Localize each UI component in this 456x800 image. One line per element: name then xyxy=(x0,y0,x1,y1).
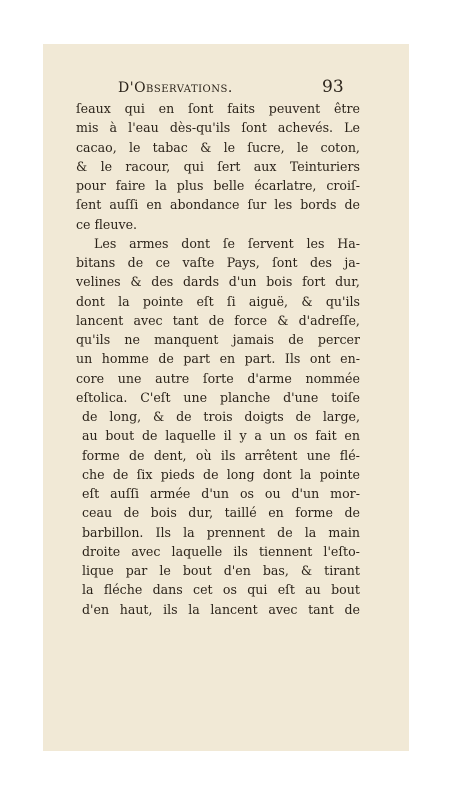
text-line: qu'ils ne manquent jamais de percer xyxy=(76,332,360,347)
text-line: d'en haut, ils la lancent avec tant de xyxy=(82,601,360,617)
page-number: 93 xyxy=(322,77,344,97)
running-title xyxy=(118,80,348,96)
text-line: core une autre ſorte d'arme nommée xyxy=(76,370,360,386)
text-line: de long, & de trois doigts de large, xyxy=(82,409,360,424)
text-line: velines & des dards d'un bois fort dur, xyxy=(76,274,360,290)
text-line: Les armes dont ſe ſervent les Ha- xyxy=(94,235,360,251)
text-line: ſeaux qui en ſont faits peuvent être xyxy=(76,101,360,116)
text-line: ceau de bois dur, taillé en forme de xyxy=(82,505,360,521)
text-line: mis à l'eau dès-qu'ils ſont achevés. Le xyxy=(76,120,360,136)
text-line: eſt auſſi armée d'un os ou d'un mor- xyxy=(82,486,360,501)
text-line: barbillon. Ils la prennent de la main xyxy=(82,524,360,540)
text-line: bitans de ce vaſte Pays, ſont des ja- xyxy=(76,255,360,270)
text-line: & le racour, qui ſert aux Teinturiers xyxy=(76,158,360,174)
text-line: eſtolica. C'eſt une planche d'une toiſe xyxy=(76,389,360,405)
text-line: dont la pointe eſt ſi aiguë, & qu'ils xyxy=(76,293,360,309)
text-line: droite avec laquelle ils tiennent l'eſto- xyxy=(82,543,360,559)
text-line: lique par le bout d'en bas, & tirant xyxy=(82,563,360,578)
text-line: la fléche dans cet os qui eſt au bout xyxy=(82,582,360,598)
text-line: au bout de laquelle il y a un os fait en xyxy=(82,428,360,444)
text-line: forme de dent, où ils arrêtent une flé- xyxy=(82,447,360,463)
body-text xyxy=(76,99,360,619)
running-title-text: D'Observations. xyxy=(118,80,233,96)
text-line: pour faire la plus belle écarlatre, croiſ- xyxy=(76,178,360,193)
text-line: un homme de part en part. Ils ont en- xyxy=(76,351,360,367)
text-line: cacao, le tabac & le ſucre, le coton, xyxy=(76,139,360,155)
text-line: ce fleuve. xyxy=(76,216,138,232)
text-line: lancent avec tant de force & d'adreſſe, xyxy=(76,312,360,328)
text-line: ſent auſſi en abondance ſur les bords de xyxy=(76,197,360,213)
text-line: che de ſix pieds de long dont la pointe xyxy=(82,466,360,482)
